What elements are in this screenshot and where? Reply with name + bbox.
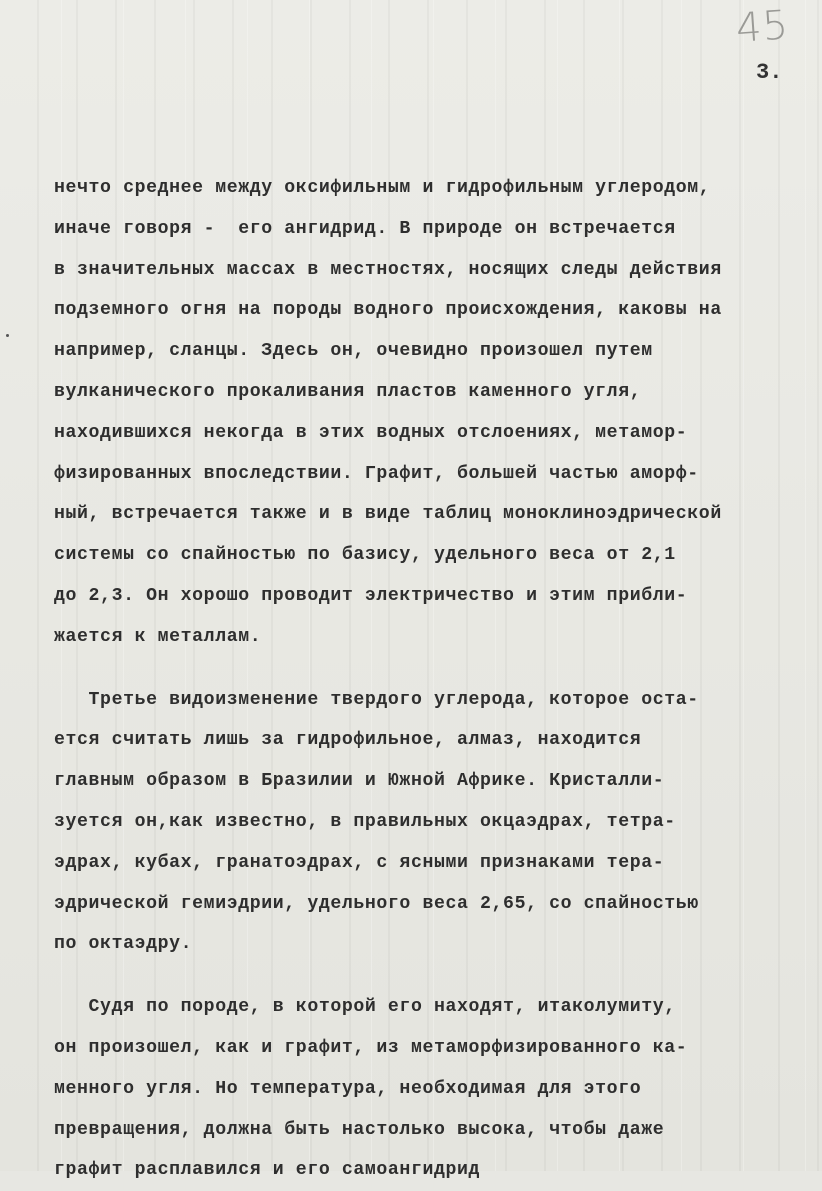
paragraph-gap [54,965,822,987]
text-line: системы со спайностью по базису, удельного веса от 2,1 [54,545,676,566]
text-line: превращения, должна быть настолько высока, чтобы даже [54,1119,665,1140]
paragraph-1 [54,168,822,658]
margin-speck [6,334,9,337]
text-line: эдрической гемиэдрии, удельного веса 2,65, со спайностью [54,893,699,914]
text-line: Судя по породе, в которой его находят, итаколумиту, [54,997,676,1018]
paragraph-gap [54,658,822,680]
text-line: например, сланцы. Здесь он, очевидно произошел путем [54,341,653,362]
text-line: по октаэдру. [54,934,193,955]
text-line: находившихся некогда в этих водных отслоениях, метамор- [54,422,688,443]
text-line: ный, встречается также и в виде таблиц моноклиноэдрической [54,504,722,525]
text-line: до 2,3. Он хорошо проводит электричество и этим прибли- [54,585,688,606]
text-line: вулканического прокаливания пластов каменного угля, [54,381,642,402]
text-line: эдрах, кубах, гранатоэдрах, с ясными признаками тера- [54,852,665,873]
text-line: ется считать лишь за гидрофильное, алмаз, находится [54,730,642,751]
text-line: Третье видоизменение твердого углерода, которое оста- [54,689,699,710]
text-line: жается к металлам. [54,626,262,647]
text-line: подземного огня на породы водного происхождения, каковы на [54,300,722,321]
text-line: в значительных массах в местностях, носящих следы действия [54,259,722,280]
text-line: он произошел, как и графит, из метаморфизированного ка- [54,1037,688,1058]
text-line: графит расплавился и его самоангидрид [54,1160,481,1181]
handwritten-page-number: 45 [734,2,791,52]
text-line: менного угля. Но температура, необходимая для этого [54,1078,642,1099]
document-body [54,168,822,1191]
text-line: нечто среднее между оксифильным и гидрофильным углеродом, [54,178,711,198]
text-line: главным образом в Бразилии и Южной Африке. Кристалли- [54,771,665,792]
paragraph-3 [54,987,822,1191]
text-line: зуется он,как известно, в правильных окцаэдрах, тетра- [54,811,676,832]
text-line: физированных впоследствии. Графит, большей частью аморф- [54,463,699,484]
text-line: иначе говоря - его ангидрид. В природе он встречается [54,218,676,239]
paragraph-2 [54,680,822,966]
page-number: 3. [756,60,783,85]
